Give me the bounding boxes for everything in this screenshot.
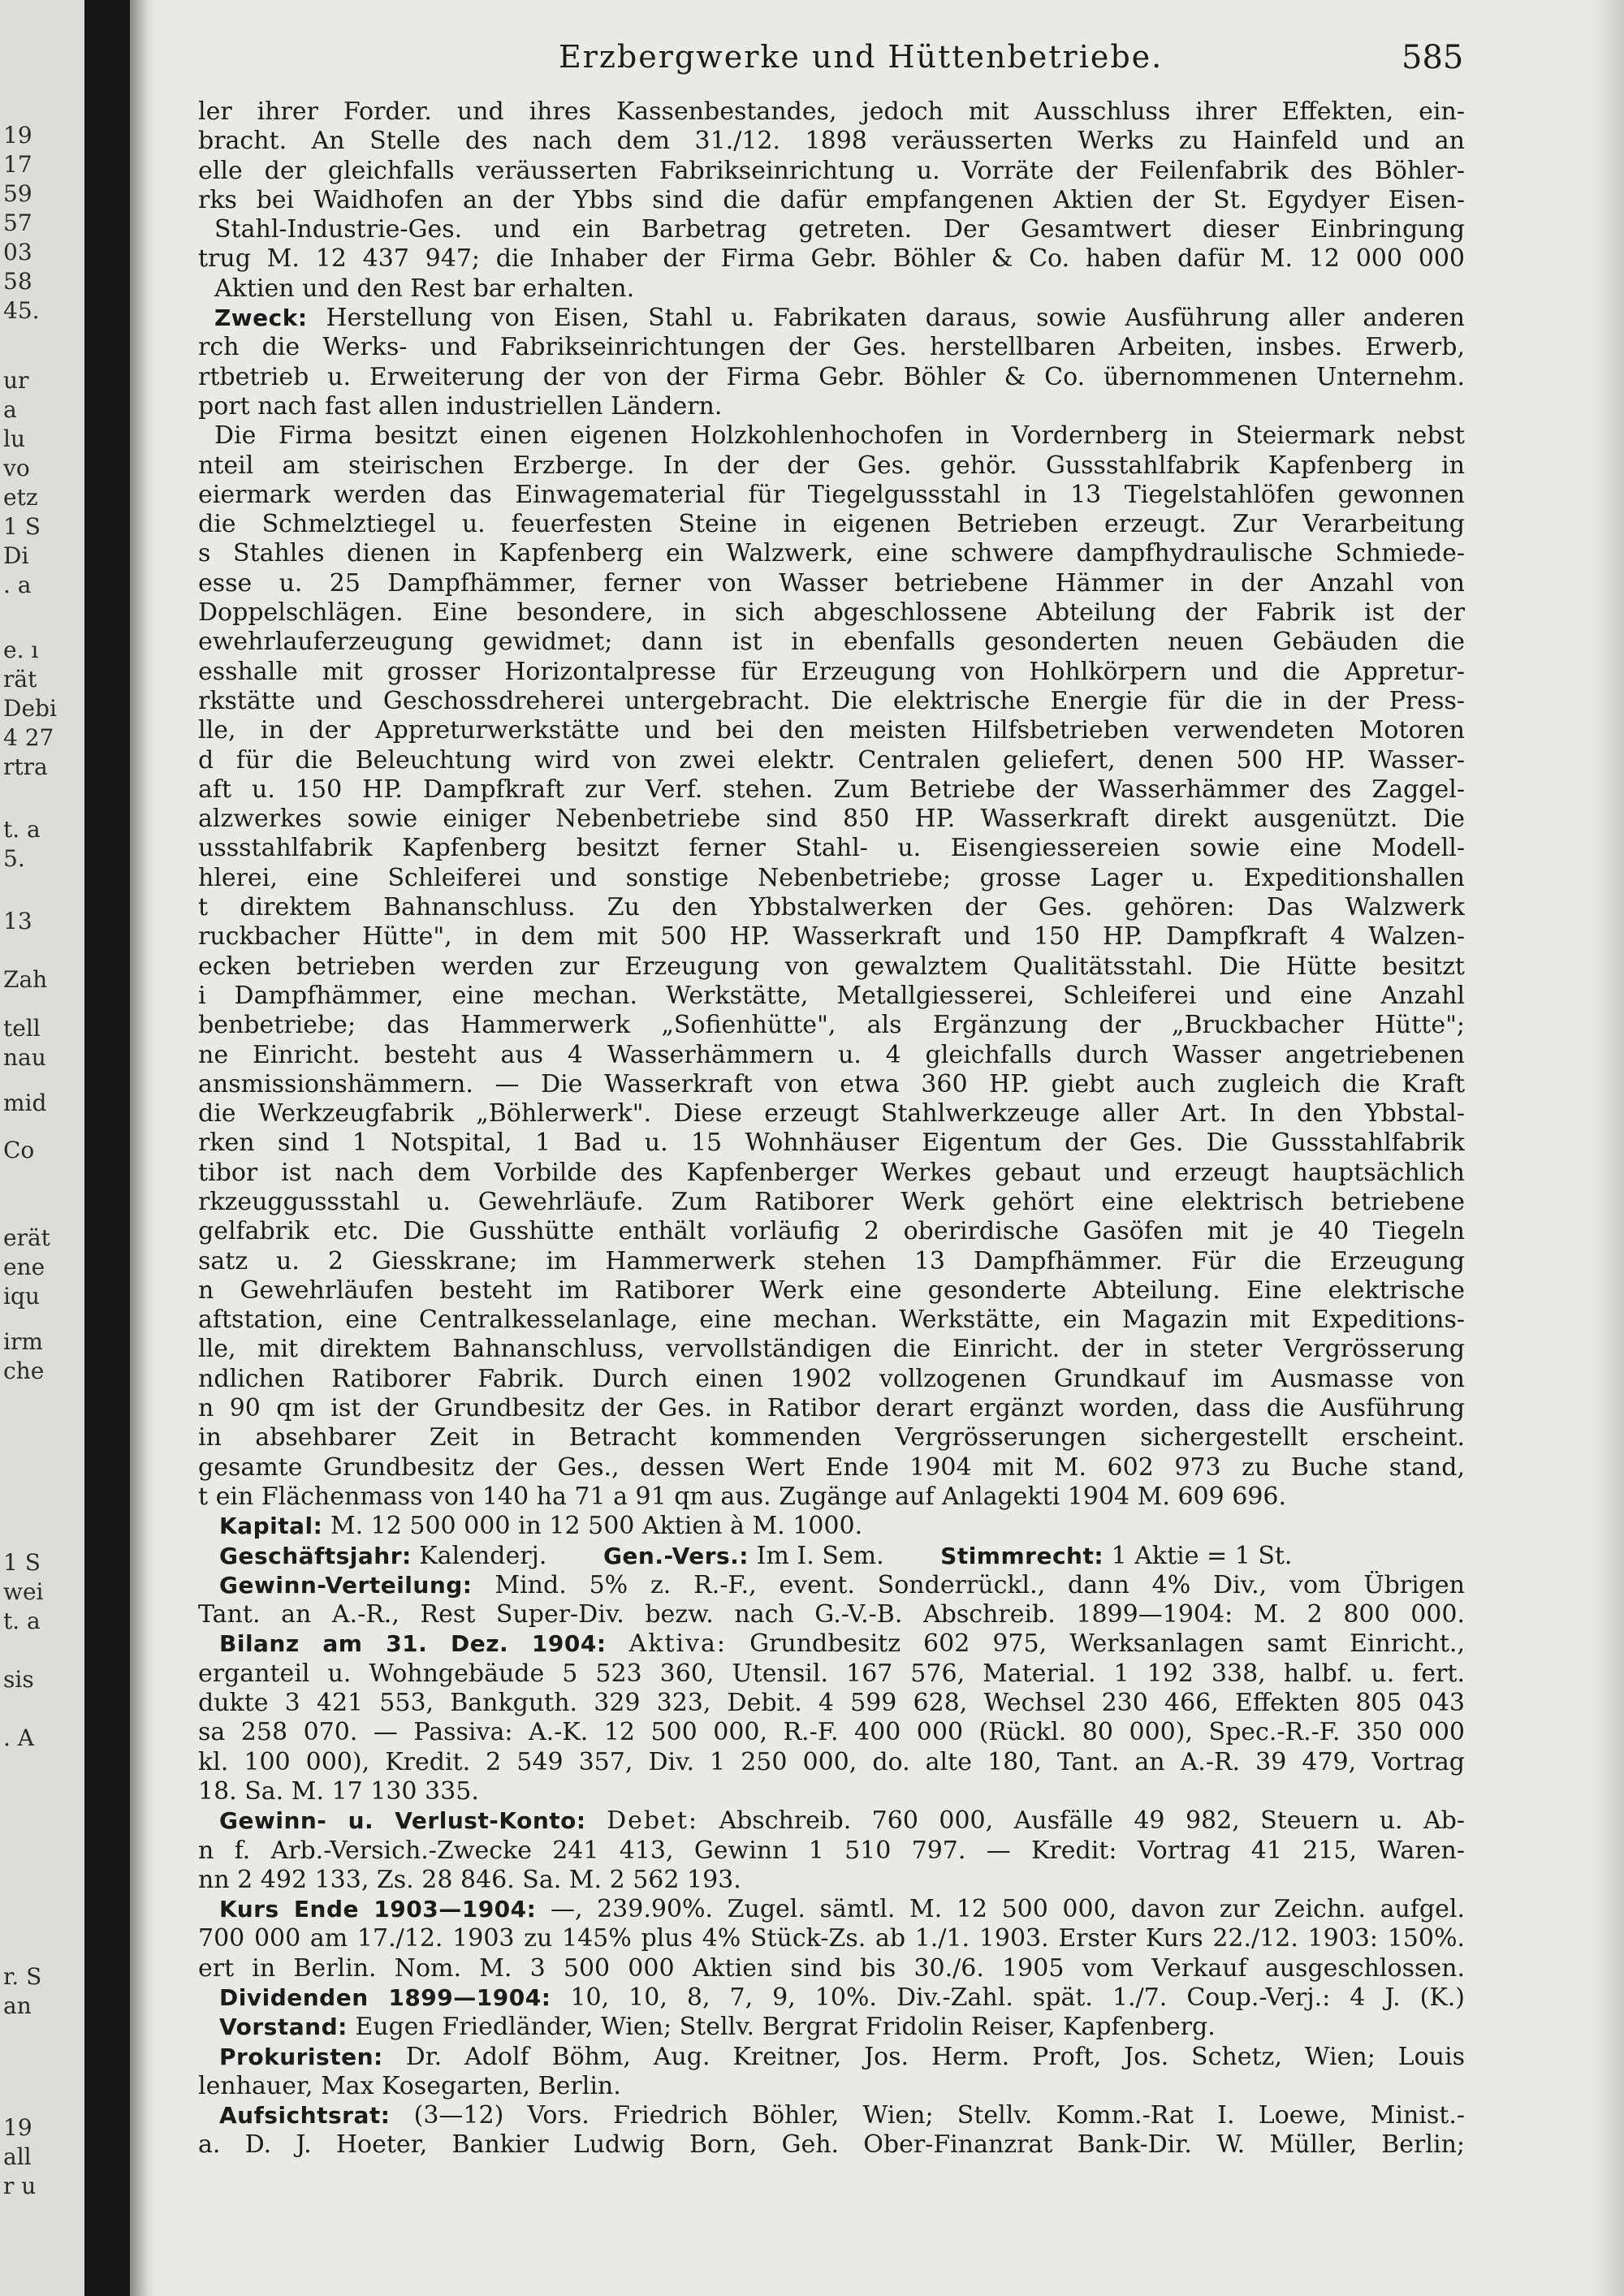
facing-page-fragment: t. a [3, 816, 41, 843]
section-gewinnverteilung [198, 1571, 1465, 1630]
text-line: Aktien und den Rest bar erhalten. [214, 274, 635, 303]
text-line: satz u. 2 Giesskrane; im Hammerwerk stehen 13 Dampfhämmer. Für die Erzeugung [198, 1246, 1465, 1275]
text-line: lle, in der Appreturwerkstätte und bei den meisten Hilfsbetrieben verwendeten Motoren [198, 716, 1465, 745]
text-line: die Werkzeugfabrik „Böhlerwerk". Diese erzeugt Stahlwerkzeuge aller Art. In den Ybbstal- [198, 1099, 1465, 1129]
text-line: nn 2 492 133, Zs. 28 846. Sa. M. 2 562 193. [198, 1865, 741, 1894]
text-line: rks bei Waidhofen an der Ybbs sind die dafür empfangenen Aktien der St. Egydyer Eisen- [198, 185, 1465, 214]
zweck-label: Zweck: [214, 304, 308, 332]
text-line: ndlichen Ratiborer Fabrik. Durch einen 1902 vollzogenen Grundkauf im Ausmasse von [198, 1364, 1465, 1393]
text-line: lenhauer, Max Kosegarten, Berlin. [198, 2071, 621, 2100]
text-line: t direktem Bahnanschluss. Zu den Ybbstalwerken der Ges. gehören: Das Walzwerk [198, 893, 1465, 922]
prokuristen-label: Prokuristen: [219, 2043, 383, 2070]
gewinnverteilung-label: Gewinn-Verteilung: [219, 1571, 473, 1599]
facing-page-fragment: erät [3, 1224, 50, 1251]
kapital-text: M. 12 500 000 in 12 500 Aktien à M. 1000. [330, 1512, 863, 1541]
text-line: aft u. 150 HP. Dampfkraft zur Verf. stehen. Zum Betriebe der Wasserhämmer des Zaggel- [198, 775, 1465, 804]
aktiva-label: Aktiva: [628, 1629, 728, 1659]
kapital-label: Kapital: [219, 1513, 323, 1540]
text-line: gesamte Grundbesitz der Ges., dessen Wert Ende 1904 mit M. 602 973 zu Buche stand, [198, 1452, 1465, 1482]
page-number: 585 [1402, 39, 1464, 76]
section-geschaeftsjahr [198, 1542, 1465, 1571]
text-line: trug M. 12 437 947; die Inhaber der Firma Gebr. Böhler & Co. haben dafür M. 12 000 000 [198, 244, 1465, 274]
text-line: ussstahlfabrik Kapfenberg besitzt ferner Stahl- u. Eisengiessereien sowie eine Modell- [198, 834, 1465, 863]
text-line: ewehrlauferzeugung gewidmet; dann ist in ebenfalls gesonderten neuen Gebäuden die [198, 628, 1465, 657]
facing-page-fragment: 19 [3, 2114, 32, 2141]
facing-page-edge [0, 0, 84, 2296]
dividenden-text: 10, 10, 8, 7, 9, 10%. Div.-Zahl. spät. 1./7. Coup.-Verj.: 4 J. (K.) [570, 1983, 1465, 2012]
section-bilanz [198, 1629, 1465, 1806]
text-line: rkzeuggussstahl u. Gewehrläufe. Zum Ratiborer Werk gehört eine elektrisch betriebene [198, 1187, 1465, 1216]
text-line: rch die Werks- und Fabrikseinrichtungen der Ges. herstellbaren Arbeiten, insbes. Erwerb, [198, 333, 1465, 362]
facing-page-fragment: irm [3, 1328, 43, 1355]
prokuristen-text: Dr. Adolf Böhm, Aug. Kreitner, Jos. Herm. Proft, Jos. Schetz, Wien; Louis [405, 2042, 1465, 2071]
facing-page-fragment: ur [3, 367, 29, 394]
debet-label: Debet: [607, 1806, 698, 1836]
facing-page-fragment: Zah [3, 966, 48, 993]
facing-page-fragment: 17 [3, 151, 32, 178]
kurs-label: Kurs Ende 1903—1904: [219, 1896, 537, 1923]
facing-page-fragment: Co [3, 1137, 35, 1163]
gen-vers-text: Im I. Sem. [756, 1541, 884, 1570]
gutter-shadow [130, 0, 154, 2296]
text-line: eiermark werden das Einwagematerial für Tiegelgussstahl in 13 Tiegelstahlöfen gewonnen [198, 480, 1465, 509]
text-line: rken sind 1 Notspital, 1 Bad u. 15 Wohnhäuser Eigentum der Ges. Die Gussstahlfabrik [198, 1129, 1465, 1158]
facing-page-fragment: 03 [3, 239, 32, 265]
text-line: 18. Sa. M. 17 130 335. [198, 1776, 479, 1806]
section-kapital [198, 1512, 1465, 1541]
stimmrecht-label: Stimmrecht: [940, 1542, 1104, 1569]
facing-page-fragment: nau [3, 1044, 46, 1071]
facing-page-fragment: 57 [3, 209, 32, 236]
text-line: tibor ist nach dem Vorbilde des Kapfenberger Werkes gebaut und erzeugt hauptsächlich [198, 1158, 1465, 1187]
text-line: Tant. an A.-R., Rest Super-Div. bezw. nach G.-V.-B. Abschreib. 1899—1904: M. 2 800 000. [198, 1600, 1465, 1629]
text-line: esse u. 25 Dampfhämmer, ferner von Wasser betriebene Hämmer in der Anzahl von [198, 568, 1465, 598]
text-line: ler ihrer Forder. und ihres Kassenbestandes, jedoch mit Ausschluss ihrer Effekten, ein- [198, 97, 1465, 126]
facing-page-fragment: wei [3, 1578, 44, 1605]
text-line: n f. Arb.-Versich.-Zwecke 241 413, Gewinn 1 510 797. — Kredit: Vortrag 41 215, Waren- [198, 1836, 1465, 1865]
paragraph-einbringung [198, 97, 1465, 304]
text-line: sa 258 070. — Passiva: A.-K. 12 500 000, R.-F. 400 000 (Rückl. 80 000), Spec.-R.-F. 350 000 [198, 1718, 1465, 1747]
facing-page-fragment: 45. [3, 297, 40, 324]
section-dividenden [198, 1983, 1465, 2013]
facing-page-fragment: lu [3, 425, 25, 452]
section-vorstand [198, 2013, 1465, 2042]
text-line: kl. 100 000), Kredit. 2 549 357, Div. 1 250 000, do. alte 180, Tant. an A.-R. 39 479, Vortrag [198, 1747, 1465, 1776]
text-column [198, 97, 1465, 2160]
text-line: esshalle mit grosser Horizontalpresse für Erzeugung von Hohlkörpern und die Appretur- [198, 657, 1465, 686]
text-line: d für die Beleuchtung wird von zwei elektr. Centralen geliefert, denen 500 HP. Wasser- [198, 745, 1465, 775]
facing-page-fragment: 19 [3, 122, 32, 149]
text-line: n Gewehrläufen besteht im Ratiborer Werk eine gesonderte Abteilung. Eine elektrische [198, 1275, 1465, 1305]
text-line: t ein Flächenmass von 140 ha 71 a 91 qm aus. Zugänge auf Anlagekti 1904 M. 609 696. [198, 1482, 1287, 1511]
text-line: s Stahles dienen in Kapfenberg ein Walzwerk, eine schwere dampfhydraulische Schmiede- [198, 539, 1465, 568]
text-line: nteil am steirischen Erzberge. In der der Ges. gehör. Gussstahlfabrik Kapfenberg in [198, 451, 1465, 480]
book-gutter [84, 0, 130, 2296]
facing-page-fragment: . a [3, 572, 32, 598]
facing-page-fragment: etz [3, 484, 38, 511]
text-line: elle der gleichfalls veräusserten Fabrikseinrichtung u. Vorräte der Feilenfabrik des Böhler- [198, 156, 1465, 185]
bilanz-label: Bilanz am 31. Dez. 1904: [219, 1630, 607, 1658]
text-line: ecken betrieben werden zur Erzeugung von gewalztem Qualitätsstahl. Die Hütte besitzt [198, 952, 1465, 981]
text-line: benbetriebe; das Hammerwerk „Sofienhütte", als Ergänzung der „Bruckbacher Hütte"; [198, 1011, 1465, 1040]
facing-page-fragment: vo [3, 455, 30, 481]
text-line: Die Firma besitzt einen eigenen Holzkohlenhochofen in Vordernberg in Steiermark nebst [214, 421, 1465, 451]
paragraph-betrieb [198, 421, 1465, 1512]
facing-page-fragment: che [3, 1357, 45, 1384]
facing-page-fragment: rtra [3, 753, 48, 780]
facing-page-fragment: 13 [3, 908, 32, 934]
text-line: erganteil u. Wohngebäude 5 523 360, Utensil. 167 576, Material. 1 192 338, halbf. u. fert. [198, 1659, 1465, 1688]
facing-page-fragment: 1 S [3, 513, 41, 540]
facing-page-fragment: r u [3, 2173, 37, 2199]
section-prokuristen [198, 2043, 1465, 2102]
facing-page-fragment: a [3, 396, 17, 423]
text-line: ruckbacher Hütte", in dem mit 500 HP. Wasserkraft und 150 HP. Dampfkraft 4 Walzen- [198, 922, 1465, 952]
facing-page-fragment: 1 S [3, 1549, 41, 1576]
bilanz-text: Grundbesitz 602 975, Werksanlagen samt Einricht., [749, 1629, 1465, 1659]
facing-page-fragment: sis [3, 1666, 34, 1693]
gewinnverteilung-text: Mind. 5% z. R.-F., event. Sonderrückl., dann 4% Div., vom Übrigen [495, 1570, 1465, 1599]
facing-page-fragment: Di [3, 542, 29, 569]
text-line: a. D. J. Hoeter, Bankier Ludwig Born, Geh. Ober-Finanzrat Bank-Dir. W. Müller, Berlin; [198, 2130, 1465, 2160]
facing-page-fragment: e. ı [3, 637, 39, 663]
facing-page-fragment: all [3, 2143, 32, 2170]
text-line: rkstätte und Geschossdreherei untergebracht. Die elektrische Energie für die in der Press- [198, 686, 1465, 715]
facing-page-fragment: t. a [3, 1608, 41, 1634]
facing-page-fragment: 59 [3, 180, 32, 207]
dividenden-label: Dividenden 1899—1904: [219, 1984, 551, 2011]
text-line: hlerei, eine Schleiferei und sonstige Nebenbetriebe; grosse Lager u. Expeditionshallen [198, 863, 1465, 892]
text-line: port nach fast allen industriellen Ländern. [198, 391, 723, 421]
facing-page-fragment: Debi [3, 695, 57, 722]
facing-page-fragment: iqu [3, 1283, 40, 1310]
vorstand-text: Eugen Friedländer, Wien; Stellv. Bergrat Fridolin Reiser, Kapfenberg. [355, 2013, 1216, 2042]
section-kurs [198, 1895, 1465, 1983]
aufsichtsrat-label: Aufsichtsrat: [219, 2102, 391, 2130]
facing-page-fragment: r. S [3, 1963, 42, 1990]
text-line: Doppelschlägen. Eine besondere, in sich abgeschlossene Abteilung der Fabrik ist der [198, 598, 1465, 628]
facing-page-fragment: 4 27 [3, 724, 54, 751]
running-title: Erzbergwerke und Hüttenbetriebe. [559, 39, 1164, 75]
text-line: alzwerkes sowie einiger Nebenbetriebe sind 850 HP. Wasserkraft direkt ausgenützt. Die [198, 805, 1465, 834]
guv-label: Gewinn- u. Verlust-Konto: [219, 1807, 586, 1835]
text-line: ansmissionshämmern. — Die Wasserkraft von etwa 360 HP. giebt auch zugleich die Kraft [198, 1069, 1465, 1098]
text-line: i Dampfhämmer, eine mechan. Werkstätte, Metallgiesserei, Schleiferei und eine Anzahl [198, 981, 1465, 1010]
text-line: dukte 3 421 553, Bankguth. 329 323, Debit. 4 599 628, Wechsel 230 466, Effekten 805 043 [198, 1689, 1465, 1718]
text-line: Stahl-Industrie-Ges. und ein Barbetrag getreten. Der Gesamtwert dieser Einbringung [214, 215, 1465, 244]
facing-page-fragment: rät [3, 666, 37, 693]
guv-text: Abschreib. 760 000, Ausfälle 49 982, Steuern u. Ab- [719, 1806, 1465, 1836]
text-line: n 90 qm ist der Grundbesitz der Ges. in Ratibor derart ergänzt worden, dass die Ausführung [198, 1394, 1465, 1423]
text-line: aftstation, eine Centralkesselanlage, eine mechan. Werkstätte, ein Magazin mit Expeditions- [198, 1306, 1465, 1335]
section-gewinn-verlust [198, 1806, 1465, 1895]
text-line: ert in Berlin. Nom. M. 3 500 000 Aktien sind bis 30./6. 1905 vom Verkauf ausgeschlossen. [198, 1953, 1465, 1983]
stimmrecht-text: 1 Aktie = 1 St. [1111, 1541, 1293, 1570]
geschaeftsjahr-label: Geschäftsjahr: [219, 1542, 412, 1569]
gen-vers-label: Gen.-Vers.: [603, 1542, 749, 1569]
text-line: ne Einricht. besteht aus 4 Wasserhämmern u. 4 gleichfalls durch Wasser angetriebenen [198, 1040, 1465, 1069]
text-line: 700 000 am 17./12. 1903 zu 145% plus 4% Stück-Zs. ab 1./1. 1903. Erster Kurs 22./12. 1903: 150%. [198, 1924, 1465, 1953]
section-aufsichtsrat [198, 2101, 1465, 2160]
text-line: bracht. An Stelle des nach dem 31./12. 1898 veräusserten Werks zu Hainfeld und an [198, 127, 1465, 156]
kurs-text: —, 239.90%. Zugel. sämtl. M. 12 500 000, davon zur Zeichn. aufgel. [550, 1895, 1465, 1924]
text-line: in absehbarer Zeit in Betracht kommenden Vergrösserungen sichergestellt erscheint. [198, 1423, 1465, 1452]
section-zweck [198, 304, 1465, 421]
text-line: gelfabrik etc. Die Gusshütte enthält vorläufig 2 oberirdische Gasöfen mit je 40 Tiegeln [198, 1217, 1465, 1246]
facing-page-fragment: 58 [3, 268, 32, 295]
text-line: lle, mit direktem Bahnanschluss, vervollständigen die Einricht. der in steter Vergrösserung [198, 1335, 1465, 1364]
facing-page-fragment: 5. [3, 845, 25, 872]
facing-page-fragment: tell [3, 1015, 41, 1042]
text-line: rtbetrieb u. Erweiterung der von der Firma Gebr. Böhler & Co. übernommenen Unternehm. [198, 362, 1465, 391]
page-edge-shadow [1592, 0, 1624, 2296]
facing-page-fragment: . A [3, 1724, 35, 1751]
facing-page-fragment: mid [3, 1090, 47, 1116]
aufsichtsrat-text: (3—12) Vors. Friedrich Böhler, Wien; Stellv. Komm.-Rat I. Loewe, Minist.- [413, 2101, 1465, 2130]
vorstand-label: Vorstand: [219, 2013, 348, 2041]
facing-page-fragment: ene [3, 1254, 45, 1280]
facing-page-fragment: an [3, 1992, 32, 2019]
text-line: die Schmelztiegel u. feuerfesten Steine in eigenen Betrieben erzeugt. Zur Verarbeitung [198, 510, 1465, 539]
geschaeftsjahr-text: Kalenderj. [419, 1541, 547, 1570]
zweck-text: Herstellung von Eisen, Stahl u. Fabrikaten daraus, sowie Ausführung aller anderen [326, 304, 1465, 333]
